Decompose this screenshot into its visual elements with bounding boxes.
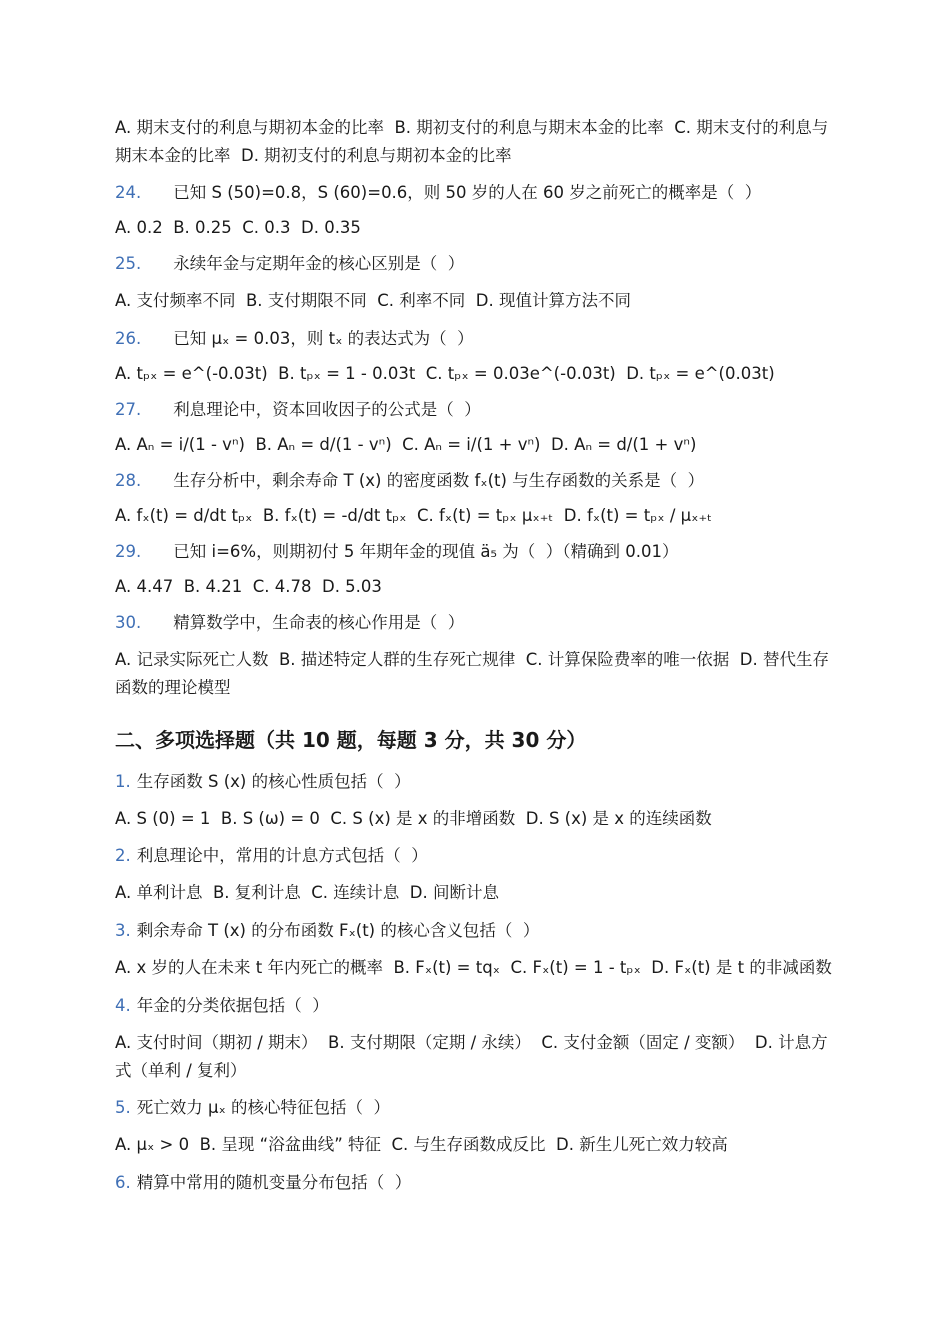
question-text: 剩余寿命 T (x) 的分布函数 Fₓ(t) 的核心含义包括（ ） [136, 921, 540, 940]
mc-question-3-options: A. x 岁的人在未来 t 年内死亡的概率 B. Fₓ(t) = tqₓ C. Fₓ(t) = 1 - tₚₓ D. Fₓ(t) 是 t 的非减函数 [115, 958, 832, 977]
mc-question-4 [115, 992, 840, 1020]
question-text: 已知 i=6%，则期初付 5 年期年金的现值 ä₅ 为（ ）（精确到 0.01） [173, 542, 679, 561]
question-number: 1. [115, 772, 131, 791]
question-number: 2. [115, 846, 131, 865]
question-text: 利息理论中，资本回收因子的公式是（ ） [173, 400, 481, 419]
mc-question-2-options: A. 单利计息 B. 复利计息 C. 连续计息 D. 间断计息 [115, 883, 499, 902]
question-29 [115, 538, 840, 566]
mc-question-2 [115, 842, 840, 870]
question-text: 生存函数 S (x) 的核心性质包括（ ） [136, 772, 411, 791]
question-text: 精算中常用的随机变量分布包括（ ） [136, 1173, 412, 1192]
question-28 [115, 467, 840, 495]
question-number: 28. [115, 471, 142, 490]
question-27 [115, 396, 840, 424]
question-text: 永续年金与定期年金的核心区别是（ ） [173, 254, 465, 273]
question-text: 精算数学中，生命表的核心作用是（ ） [173, 613, 465, 632]
question-text: 死亡效力 μₓ 的核心特征包括（ ） [136, 1098, 391, 1117]
mc-question-1-options: A. S (0) = 1 B. S (ω) = 0 C. S (x) 是 x 的非增函数 D. S (x) 是 x 的连续函数 [115, 809, 712, 828]
mc-question-4-options: A. 支付时间（期初 / 期末） B. 支付期限（定期 / 永续） C. 支付金额（固定 / 变额） D. 计息方式（单利 / 复利） [115, 1033, 828, 1080]
question-27-options: A. Aₙ = i/(1 - vⁿ) B. Aₙ = d/(1 - vⁿ) C. Aₙ = i/(1 + vⁿ) D. Aₙ = d/(1 + vⁿ) [115, 435, 697, 454]
question-number: 29. [115, 542, 142, 561]
question-24-options: A. 0.2 B. 0.25 C. 0.3 D. 0.35 [115, 218, 361, 237]
question-30 [115, 609, 840, 637]
question-number: 26. [115, 329, 142, 348]
question-number: 27. [115, 400, 142, 419]
question-text: 已知 μₓ = 0.03，则 tₓ 的表达式为（ ） [173, 329, 474, 348]
question-25-options: A. 支付频率不同 B. 支付期限不同 C. 利率不同 D. 现值计算方法不同 [115, 291, 631, 310]
question-number: 4. [115, 996, 131, 1015]
question-text: 生存分析中，剩余寿命 T (x) 的密度函数 fₓ(t) 与生存函数的关系是（ ） [173, 471, 705, 490]
question-number: 5. [115, 1098, 131, 1117]
question-26 [115, 325, 840, 353]
mc-question-5 [115, 1094, 840, 1122]
question-24 [115, 179, 840, 207]
question-26-options: A. tₚₓ = e^(-0.03t) B. tₚₓ = 1 - 0.03t C. tₚₓ = 0.03e^(-0.03t) D. tₚₓ = e^(0.03t) [115, 364, 775, 383]
question-25 [115, 250, 840, 278]
question-number: 25. [115, 254, 142, 273]
question-29-options: A. 4.47 B. 4.21 C. 4.78 D. 5.03 [115, 577, 382, 596]
question-28-options: A. fₓ(t) = d/dt tₚₓ B. fₓ(t) = -d/dt tₚₓ C. fₓ(t) = tₚₓ μₓ₊ₜ D. fₓ(t) = tₚₓ / μₓ₊ₜ [115, 506, 713, 525]
question-text: 年金的分类依据包括（ ） [136, 996, 329, 1015]
question-text: 已知 S (50)=0.8，S (60)=0.6，则 50 岁的人在 60 岁之前死亡的概率是（ ） [173, 183, 762, 202]
question-number: 30. [115, 613, 142, 632]
mc-question-5-options: A. μₓ > 0 B. 呈现 “浴盆曲线” 特征 C. 与生存函数成反比 D. 新生儿死亡效力较高 [115, 1135, 728, 1154]
question-number: 24. [115, 183, 142, 202]
section-heading: 二、多项选择题（共 10 题，每题 3 分，共 30 分） [115, 728, 587, 752]
question-number: 3. [115, 921, 131, 940]
mc-question-1 [115, 768, 840, 796]
question-number: 6. [115, 1173, 131, 1192]
mc-question-3 [115, 917, 840, 945]
question-text: 利息理论中，常用的计息方式包括（ ） [136, 846, 428, 865]
mc-question-6 [115, 1169, 840, 1197]
q23-options: A. 期末支付的利息与期初本金的比率 B. 期初支付的利息与期末本金的比率 C. 期末支付的利息与期末本金的比率 D. 期初支付的利息与期初本金的比率 [115, 118, 829, 165]
question-30-options: A. 记录实际死亡人数 B. 描述特定人群的生存死亡规律 C. 计算保险费率的唯一依据 D. 替代生存函数的理论模型 [115, 650, 829, 697]
